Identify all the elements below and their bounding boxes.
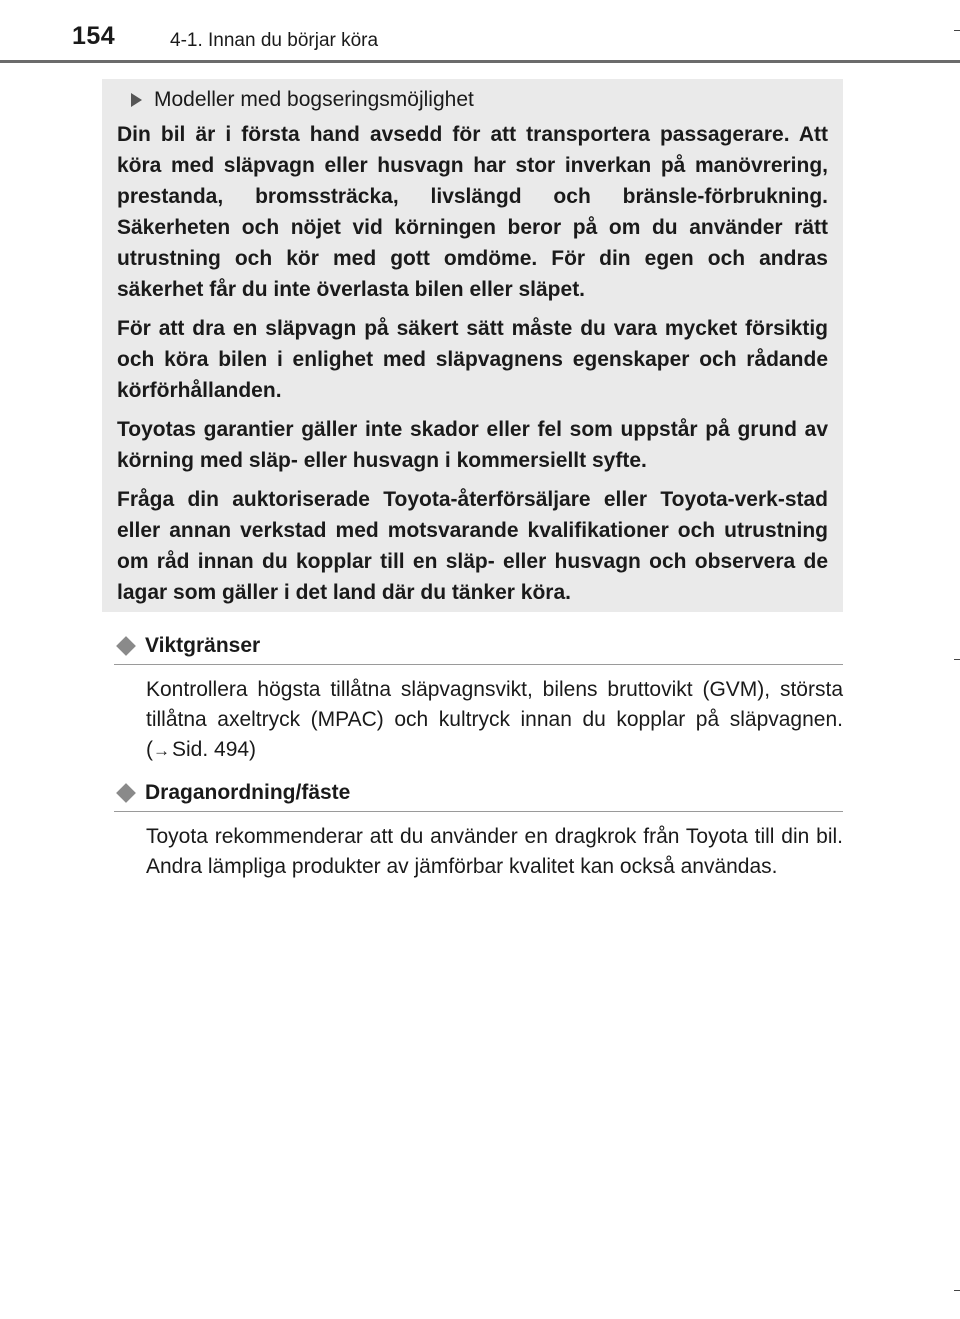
- section-body: [146, 675, 843, 766]
- triangle-bullet-icon: [131, 93, 142, 107]
- section-heading-text: Draganordning/fäste: [145, 781, 351, 804]
- section-heading-text: Viktgränser: [145, 634, 261, 657]
- section-heading: [114, 628, 843, 665]
- note-paragraph: Fråga din auktoriserade Toyota-återförsäljare eller Toyota-verk-stad eller annan verkstad med motsvarande kvalifikationer och utrustning om råd innan du kopplar till en släp- eller husvagn och observera de lagar som gäller i det land där du tänker köra.: [117, 488, 828, 604]
- note-box: [102, 79, 843, 612]
- section-body-text: Kontrollera högsta tillåtna släpvagnsvikt, bilens bruttovikt (GVM), största tillåtna axeltryck (MPAC) och kultryck innan du kopplar på släpvagnen. (: [146, 678, 843, 761]
- note-paragraph: För att dra en släpvagn på säkert sätt måste du vara mycket försiktig och köra bilen i enlighet med släpvagnens egenskaper och rådande körförhållanden.: [117, 317, 828, 402]
- diamond-bullet-icon: [116, 636, 136, 656]
- header-rule: [0, 60, 960, 63]
- crop-mark: [954, 1290, 960, 1291]
- page-header: [0, 0, 960, 64]
- section-weight-limits: [114, 628, 843, 766]
- note-paragraph: Din bil är i första hand avsedd för att transportera passagerare. Att köra med släpvagn eller husvagn har stor inverkan på manövrering, prestanda, bromssträcka, livslängd och bränsle-förbrukning. Säkerheten och nöjet vid körningen beror på om du använder rätt utrustning och kör med gott omdöme. För din egen och andras säkerhet får du inte överlasta bilen eller släpet.: [117, 123, 828, 301]
- section-body: Toyota rekommenderar att du använder en dragkrok från Toyota till din bil. Andra lämpliga produkter av jämförbar kvalitet kan också användas.: [146, 825, 843, 878]
- arrow-right-icon: →: [153, 741, 170, 760]
- section-title: 4-1. Innan du börjar köra: [170, 30, 379, 51]
- note-heading-text: Modeller med bogseringsmöjlighet: [154, 87, 474, 111]
- section-towing-hitch: [114, 775, 843, 882]
- page-number: 154: [72, 22, 116, 50]
- diamond-bullet-icon: [116, 783, 136, 803]
- page-reference-link[interactable]: Sid. 494): [172, 738, 257, 761]
- crop-mark: [954, 30, 960, 31]
- section-heading: [114, 775, 843, 812]
- crop-mark: [954, 659, 960, 660]
- note-heading: [117, 83, 828, 116]
- note-paragraph: Toyotas garantier gäller inte skador eller fel som uppstår på grund av körning med släp- eller husvagn i kommersiellt syfte.: [117, 418, 828, 472]
